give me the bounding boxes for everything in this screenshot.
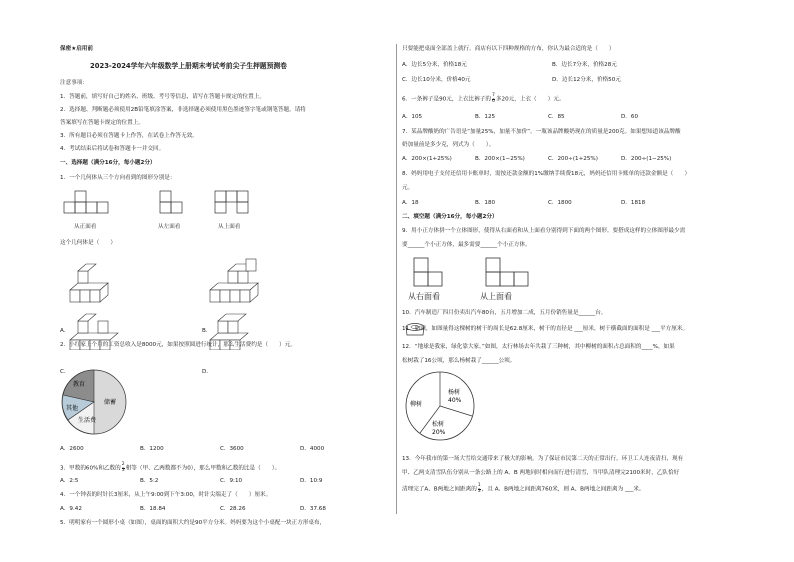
question-7-line1: 7．某品牌酸奶的广告语是“加量25%，加量不加价”。一瓶该品牌酸奶现在的质量是200克。如果想知道该品牌酸: [402, 129, 681, 135]
pie-label-living: 生活费: [78, 417, 97, 424]
note-item: 答案填写在答题卡规定的位置上。: [60, 120, 144, 126]
pie-label-other: 其他: [66, 405, 79, 412]
q1-options-figure: [60, 250, 390, 350]
q5-options-row2: [402, 77, 734, 84]
question-6-stem: [402, 94, 565, 104]
pie-label-savings: 储蓄: [104, 399, 117, 406]
question-13-line2: 甲、乙两支清雪队伍分别从一条公路上的 A、B 两地同时相向而行进行清雪，当甲队清理完2100米时，乙队恰好: [402, 470, 680, 476]
question-9-line1: 9．用小正方体拼一个立体图形，使得从右面看和从上面看分别得到下面的两个图形。要搭成这样的立体图形最少需: [402, 228, 686, 234]
question-4-stem: 4．一个钟表的时针长3厘米，从上午9:00到下午3:00，时针尖端走了（ ）厘米。: [60, 492, 272, 498]
question-10: 10．汽车制造厂四月份卖出汽车80台，五月增加二成，五月份销售量是______台。: [402, 310, 607, 316]
question-8-line1: 8．妈妈用电子支付还信用卡账单时，需按还款金额的1%缴纳手续费18元，妈妈还信用卡账单的还款金额是（ ）: [402, 171, 691, 177]
q6-fraction: [492, 94, 495, 104]
q3-frac-den: 3: [121, 467, 125, 473]
q3-stem-b: 相等（甲、乙两数都不为0），那么甲数和乙数的比是（ ）。: [125, 465, 281, 472]
pie-label-poplar: 杨树: [448, 389, 461, 396]
pie-label-education: 教育: [73, 381, 86, 388]
q6-option-d[interactable]: D．60: [621, 114, 639, 120]
note-item: 2．选择题、判断题必须使用2B铅笔填涂答案，非选择题必须使用黑色墨迹签字笔或钢笔答题，请将: [60, 107, 306, 113]
view-caption-left: 从左面看: [158, 224, 181, 230]
q6-option-b[interactable]: B．125: [475, 114, 496, 120]
q3-stem-a: 3．甲数的60%和乙数的: [60, 465, 121, 472]
q4-option-b[interactable]: B．18.84: [140, 506, 166, 512]
secret-mark: 保密★启用前: [60, 46, 93, 52]
q5-option-d[interactable]: D．边长12分米，价格50元: [552, 77, 621, 83]
q9-caption-right: 从右面看: [408, 292, 440, 301]
q2-option-d[interactable]: D．4000: [300, 446, 325, 452]
exam-title: 2023-2024学年六年级数学上册期末考试考前尖子生押题预测卷: [90, 62, 287, 70]
q8-option-b[interactable]: B．180: [475, 200, 496, 206]
q8-options: [402, 200, 734, 207]
q6-stem-a: 6．一条裤子是90元，上衣比裤子的: [402, 96, 491, 103]
q2-pie-chart: [60, 362, 140, 442]
question-11: 11．如图，如图量得这棵树的树干的周长是62.8厘米，树干的直径是 ___厘米，树干横截面的面积是 ___平方厘米。: [402, 326, 689, 332]
q5-option-a[interactable]: A．边长5分米，价格18元: [402, 62, 467, 68]
q3-fraction: [122, 463, 125, 473]
note-item: 1．答题前，填写好自己的姓名、班级、考号等信息，请写在答题卡规定的位置上。: [60, 94, 265, 100]
q3-option-c[interactable]: C．9:10: [220, 478, 243, 484]
q4-option-c[interactable]: C．28.26: [220, 506, 246, 512]
view-caption-top: 从上面看: [218, 224, 241, 230]
q3-option-a[interactable]: A．2:5: [60, 478, 79, 484]
q13-frac-den: 3: [477, 488, 481, 494]
pie-label-willow: 柳树: [410, 401, 423, 408]
q4-option-d[interactable]: D．37.68: [300, 506, 326, 512]
q2-option-c[interactable]: C．3600: [220, 446, 244, 452]
q8-option-d[interactable]: D．1818: [621, 200, 646, 206]
q12-pie-chart: [402, 366, 482, 446]
q5-continuation: 只要能把桌面全部盖上就行。商店有以下四种规格的方布，你认为最合适的是（ ）: [402, 46, 615, 52]
q8-option-c[interactable]: C．1800: [548, 200, 572, 206]
pie-label-pine: 松树: [432, 421, 445, 428]
q6-option-a[interactable]: A．105: [402, 114, 423, 120]
question-9-line2: 要______个小正方体，最多需要______个小正方体。: [402, 242, 531, 248]
q7-option-c[interactable]: C．200÷(1+25%): [548, 156, 598, 162]
q6-option-c[interactable]: C．85: [548, 114, 565, 120]
question-12-line1: 12．“地球是我家，绿化靠大家。”如图，太行林场去年共栽了三种树，其中柳树的面积占总面积的____%，如果: [402, 344, 675, 350]
q1-option-a[interactable]: A．: [60, 328, 70, 334]
question-2-stem: 2．小红家上个月的工资总收入是8000元，如果按照圆进行统计，那么生活费约是（ ）元。: [60, 342, 296, 348]
pie-value-poplar: 40%: [448, 397, 462, 404]
section-heading: 一、选择题（满分16分，每小题2分）: [60, 160, 156, 166]
question-8-line2: 元。: [402, 185, 414, 191]
q7-option-d[interactable]: D．200÷(1−25%): [621, 156, 672, 162]
q2-options: [60, 446, 390, 453]
q6-frac-num: 7: [492, 93, 495, 98]
q5-option-c[interactable]: C．边长10分米，价格40元: [402, 77, 471, 83]
q6-options: [402, 114, 734, 121]
pie-value-pine: 20%: [432, 429, 446, 436]
question-7-line2: 奶加量前是多少克，列式为（ ）。: [402, 142, 495, 148]
question-1-ask: 这个几何体是（ ）: [60, 240, 116, 246]
question-5-stem: 5．明明家有一个圆形小桌（如图），桌面的面积大约是90平方分米。妈妈要为这个小桌配一块正方形桌布，: [60, 520, 326, 526]
question-13-line3: [402, 484, 645, 494]
q2-option-b[interactable]: B．1200: [140, 446, 164, 452]
q4-options: [60, 506, 390, 513]
q1-option-b[interactable]: B．: [202, 328, 212, 334]
q6-frac-den: 6: [492, 98, 495, 104]
column-divider: [396, 44, 397, 514]
q13-fraction: [478, 484, 481, 494]
section2-heading: 二、填空题（满分16分，每小题2分）: [402, 214, 498, 220]
q6-stem-b: 多20元，上衣（ ）元。: [495, 96, 565, 103]
q7-option-b[interactable]: B．200×(1−25%): [475, 156, 525, 162]
view-caption-front: 从正面看: [74, 224, 97, 230]
question-12-line2: 松树栽了16公顷，那么杨树栽了______公顷。: [402, 358, 516, 364]
q13-line3-a: 清理完了A、B两地之间距离的: [402, 486, 477, 493]
q13-frac-num: 1: [477, 483, 481, 488]
q3-option-d[interactable]: D．10:9: [300, 478, 323, 484]
q7-option-a[interactable]: A．200×(1+25%): [402, 156, 452, 162]
q13-line3-b: ，且 A、B两地之间距离760米，则 A、B两地之间距离为 ___米。: [481, 486, 645, 493]
q7-options: [402, 156, 734, 163]
question-13-line1: 13．今年我市的第一场大雪给交通带来了极大的影响。为了保证市民第二天的正常出行，环卫工人连夜清扫，现有: [402, 456, 684, 462]
q5-option-b[interactable]: B．边长7分米，价格28元: [552, 62, 617, 68]
note-item: 3．所有题目必须在答题卡上作答，在试卷上作答无效。: [60, 133, 198, 139]
question-1-stem: 1．一个几何体从三个方向看到的图形分别是：: [60, 175, 176, 181]
notes-heading: 注意事项：: [60, 80, 88, 86]
q9-views-figure: [406, 252, 536, 292]
q4-option-a[interactable]: A．9.42: [60, 506, 82, 512]
note-item: 4．考试结束后将试卷和答题卡一并交回。: [60, 146, 165, 152]
question-3-stem: [60, 463, 280, 473]
q1-option-c[interactable]: C．: [60, 369, 70, 375]
q3-options: [60, 478, 390, 485]
q3-option-b[interactable]: B．5:2: [140, 478, 159, 484]
q3-frac-num: 2: [121, 462, 125, 467]
q8-option-a[interactable]: A．18: [402, 200, 419, 206]
q2-option-a[interactable]: A．2600: [60, 446, 84, 452]
q1-option-d[interactable]: D．: [202, 369, 212, 375]
q5-options-row1: [402, 62, 734, 69]
q9-caption-top: 从上面看: [480, 292, 512, 301]
